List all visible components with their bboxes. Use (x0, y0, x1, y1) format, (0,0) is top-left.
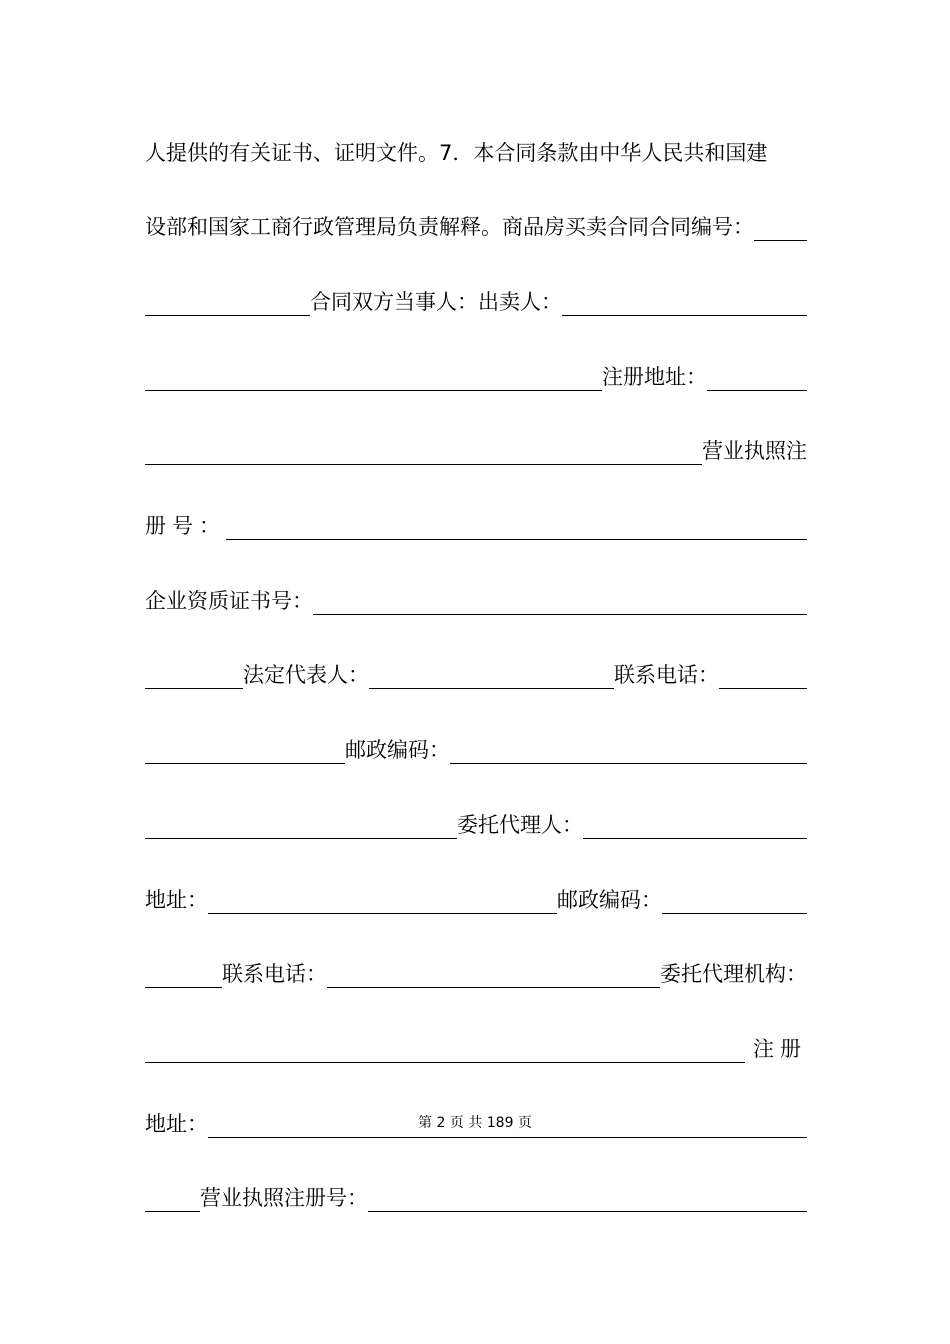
text-line-12 (145, 951, 807, 991)
text-line-5 (145, 428, 807, 468)
registered-address-blank-2[interactable] (208, 1136, 807, 1138)
paragraph-text: 设部和国家工商行政管理局负责解释。商品房买卖合同合同编号： (145, 215, 754, 239)
text-line-8 (145, 652, 807, 692)
postal-code-blank-cont[interactable] (145, 837, 457, 839)
text-line-9 (145, 727, 807, 767)
business-license-reg-blank[interactable] (368, 1210, 807, 1212)
business-license-label: 营业执照注 (702, 439, 807, 463)
postal-code-blank[interactable] (450, 762, 807, 764)
registered-address-label: 注册地址： (602, 365, 707, 389)
registered-address-blank-2-cont[interactable] (145, 1210, 200, 1212)
text-line-3 (145, 279, 807, 319)
legal-representative-blank[interactable] (369, 687, 614, 689)
contact-phone-blank-cont[interactable] (145, 762, 345, 764)
contact-phone-blank-2[interactable] (327, 986, 660, 988)
seller-blank[interactable] (562, 314, 807, 316)
contact-phone-blank[interactable] (719, 687, 807, 689)
address-label-2: 地址： (145, 1112, 208, 1136)
text-line-15 (145, 1175, 807, 1215)
agent-agency-label: 委托代理机构： (660, 962, 807, 986)
address-blank[interactable] (208, 912, 557, 914)
text-line-7 (145, 578, 807, 618)
postal-code-label-2: 邮政编码： (557, 888, 662, 912)
parties-label: 合同双方当事人：出卖人： (310, 290, 562, 314)
page-number-footer: 第 2 页 共 189 页 (418, 1115, 532, 1131)
contract-number-blank[interactable] (754, 239, 807, 241)
registered-label: 注册 (753, 1037, 807, 1061)
contact-phone-label-2: 联系电话： (222, 962, 327, 986)
qualification-label: 企业资质证书号： (145, 589, 313, 613)
agent-agency-blank[interactable] (145, 1061, 745, 1063)
qualification-blank[interactable] (313, 613, 807, 615)
text-line-1 (145, 130, 807, 170)
contract-number-blank-cont[interactable] (145, 314, 310, 316)
postal-code-label: 邮政编码： (345, 738, 450, 762)
authorized-agent-blank[interactable] (583, 837, 807, 839)
text-line-13 (145, 1026, 807, 1066)
business-license-label-cont: 册号： (145, 514, 226, 538)
authorized-agent-label: 委托代理人： (457, 813, 583, 837)
address-label: 地址： (145, 888, 208, 912)
contact-phone-label: 联系电话： (614, 663, 719, 687)
paragraph-text: 人提供的有关证书、证明文件。7．本合同条款由中华人民共和国建 (145, 141, 768, 165)
qualification-blank-cont[interactable] (145, 687, 243, 689)
text-line-2 (145, 204, 807, 244)
registered-address-blank-cont[interactable] (145, 463, 702, 465)
text-line-4 (145, 354, 807, 394)
registered-address-blank[interactable] (707, 389, 807, 391)
legal-representative-label: 法定代表人： (243, 663, 369, 687)
text-line-11 (145, 877, 807, 917)
business-license-reg-label: 营业执照注册号： (200, 1186, 368, 1210)
business-license-blank[interactable] (226, 538, 807, 540)
seller-blank-cont[interactable] (145, 389, 602, 391)
text-line-10 (145, 802, 807, 842)
postal-code-blank-2-cont[interactable] (145, 986, 222, 988)
text-line-6 (145, 503, 807, 543)
postal-code-blank-2[interactable] (662, 912, 807, 914)
